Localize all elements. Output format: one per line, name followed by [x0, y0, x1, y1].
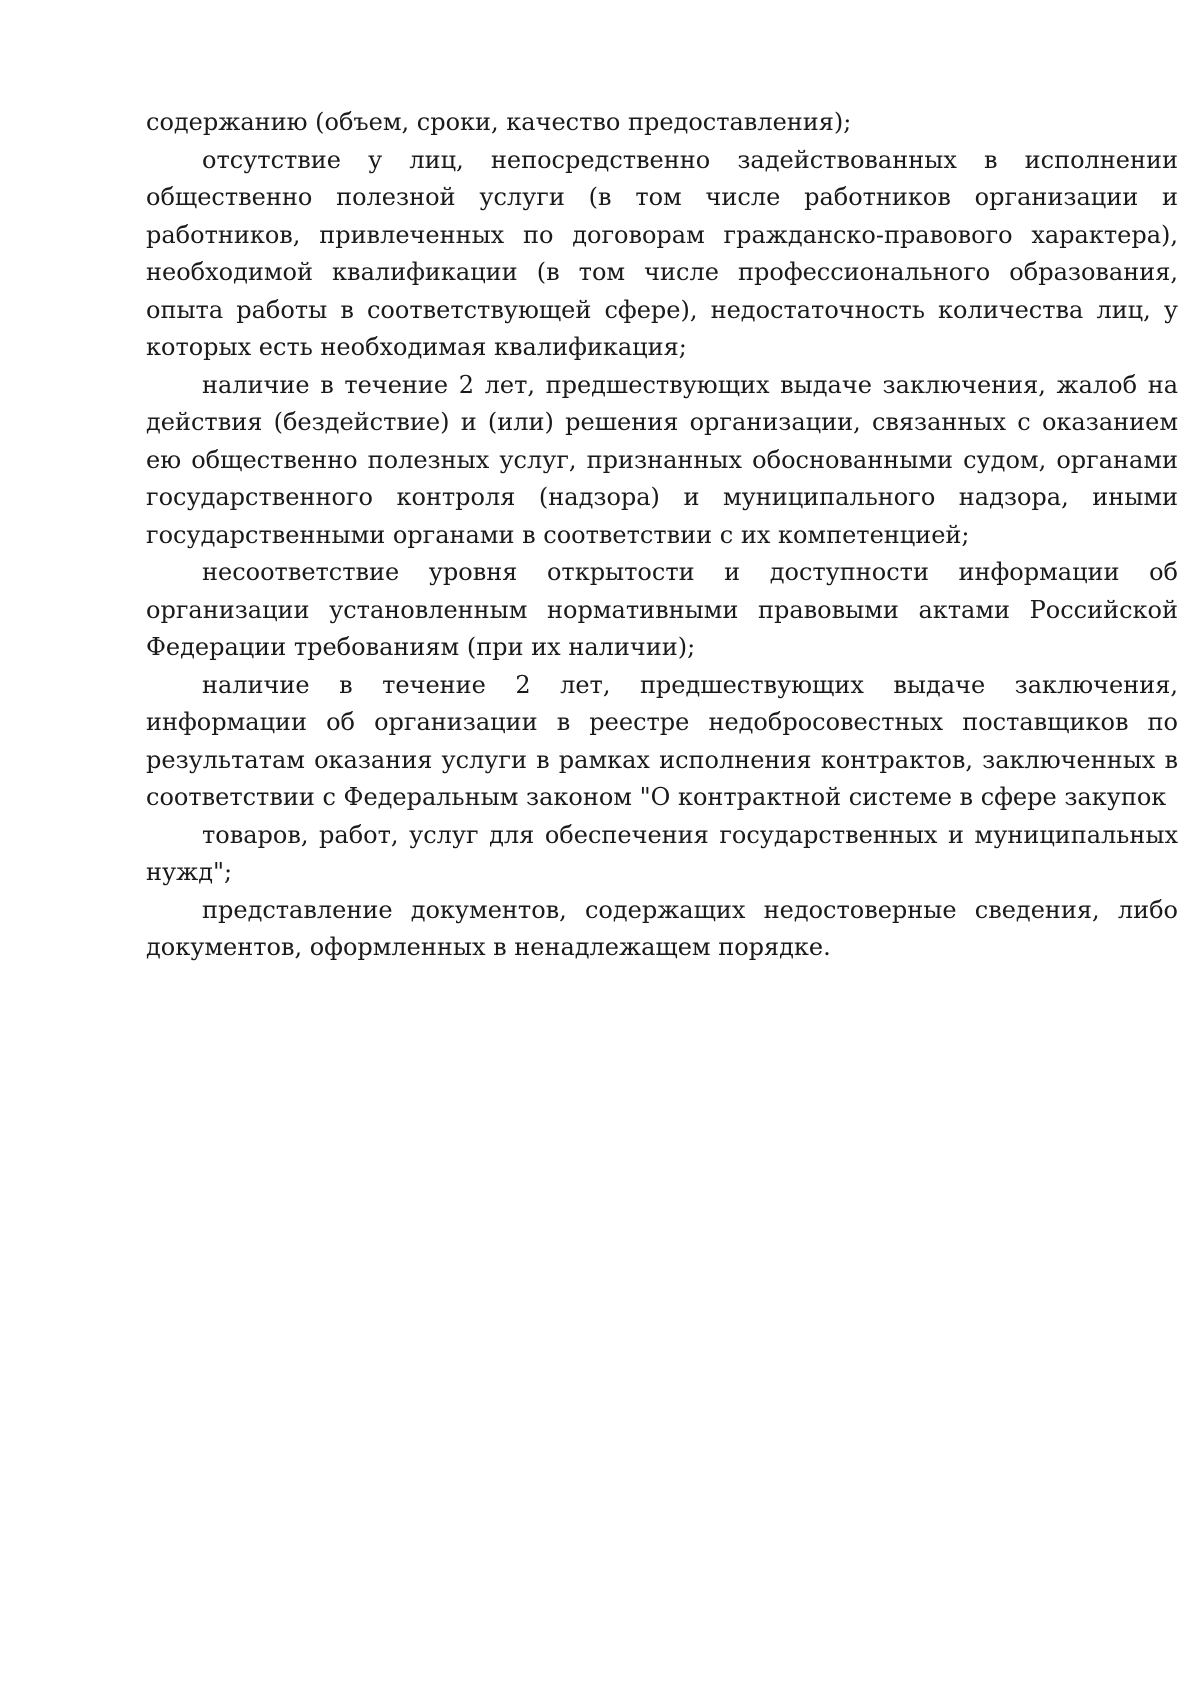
paragraph-false-documents: представление документов, содержащих недостоверные сведения, либо документов, оформленных в ненадлежащем порядке.: [146, 895, 1178, 961]
paragraph-supplier-registry: наличие в течение 2 лет, предшествующих выдаче заключения, информации об организации в реестре недобросовестных поставщиков по результатам оказания услуги в рамках исполнения контрактов, заключенных в соответствии с Федеральным законом "О контрактной системе в сфере закупок: [146, 670, 1178, 811]
paragraph-content-continuation: содержанию (объем, сроки, качество предоставления);: [146, 108, 852, 136]
paragraph-goods-works-services: товаров, работ, услуг для обеспечения государственных и муниципальных нужд";: [146, 820, 1178, 886]
document-body: [146, 104, 1178, 967]
paragraph-qualification: отсутствие у лиц, непосредственно задействованных в исполнении общественно полезной услуги (в том числе работников организации и работников, привлеченных по договорам гражданско-правового характера), необходимой квалификации (в том числе профессионального образования, опыта работы в соответствующей сфере), недостаточность количества лиц, у которых есть необходимая квалификация;: [146, 145, 1178, 361]
paragraph-complaints: наличие в течение 2 лет, предшествующих выдаче заключения, жалоб на действия (бездействие) и (или) решения организации, связанных с оказанием ею общественно полезных услуг, признанных обоснованными судом, органами государственного контроля (надзора) и муниципального надзора, иными государственными органами в соответствии с их компетенцией;: [146, 370, 1178, 549]
paragraph-openness: несоответствие уровня открытости и доступности информации об организации установленным нормативными правовыми актами Российской Федерации требованиям (при их наличии);: [146, 558, 1178, 661]
